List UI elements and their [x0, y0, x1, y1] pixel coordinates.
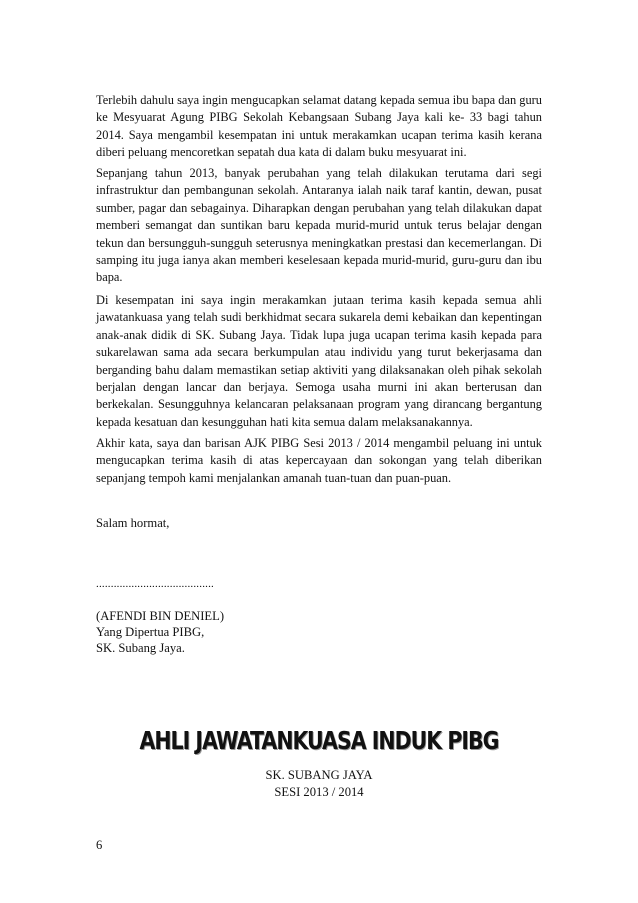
signatory-school: SK. Subang Jaya.: [96, 641, 185, 655]
section-school: SK. SUBANG JAYA: [265, 768, 373, 782]
signatory-title: Yang Dipertua PIBG,: [96, 625, 205, 639]
paragraph-closing: Akhir kata, saya dan barisan AJK PIBG Sesi 2013 / 2014 mengambil peluang ini untuk mengucapkan terima kasih di atas kepercayaan dan sokongan yang telah diberikan sepanjang tempoh kami menjalankan amanah tuan-tuan dan puan-puan.: [96, 436, 542, 485]
paragraph-thanks: Di kesempatan ini saya ingin merakamkan jutaan terima kasih kepada semua ahli jawatankuasa yang telah sudi berkhidmat secara sukarela demi kebaikan dan kepentingan anak-anak didik di SK. Subang Jaya. Tidak lupa juga ucapan terima kasih kepada para sukarelawan sama ada secara berkumpulan atau individu yang turut bekerjasama dan berganding bahu dalam memastikan setiap aktiviti yang dilaksanakan oleh pihak sekolah berjalan dengan lancar dan berjaya. Semoga usaha murni ini akan berterusan dan berkekalan. Sesungguhnya kelancaran pelaksanaan program yang dirancang bergantung kepada kesatuan dan kesungguhan hati kita semua dalam melaksanakannya.: [96, 293, 542, 429]
signature-line: ........................................: [96, 578, 214, 590]
signature-block: [96, 608, 224, 656]
paragraph-improvements: Sepanjang tahun 2013, banyak perubahan yang telah dilakukan terutama dari segi infrastruktur dan pembangunan sekolah. Antaranya ialah naik taraf kantin, dewan, pusat sumber, pagar dan sebagainya. Diharapkan dengan perubahan yang telah dilakukan dapat memberi semangat dan suntikan baru kepada murid-murid untuk terus belajar dengan tekun dan bersungguh-sungguh seterusnya meningkatkan prestasi dan kecemerlangan. Di samping itu juga ianya akan memberi keselesaan kepada murid-murid, guru-guru dan ibu bapa.: [96, 166, 542, 285]
page-number: 6: [96, 838, 103, 852]
salutation: Salam hormat,: [96, 516, 170, 530]
signatory-name: (AFENDI BIN DENIEL): [96, 609, 225, 623]
section-heading: AHLI JAWATANKUASA INDUK PIBG: [139, 726, 499, 755]
paragraph-welcome: Terlebih dahulu saya ingin mengucapkan selamat datang kepada semua ibu bapa dan guru ke Mesyuarat Agung PIBG Sekolah Kebangsaan Subang Jaya kali ke- 33 bagi tahun 2014. Saya mengambil kesempatan ini untuk merakamkan ucapan terima kasih kerana diberi peluang mencoretkan sepatah dua kata di dalam buku mesyuarat ini.: [96, 93, 542, 160]
section-session: SESI 2013 / 2014: [274, 785, 364, 799]
